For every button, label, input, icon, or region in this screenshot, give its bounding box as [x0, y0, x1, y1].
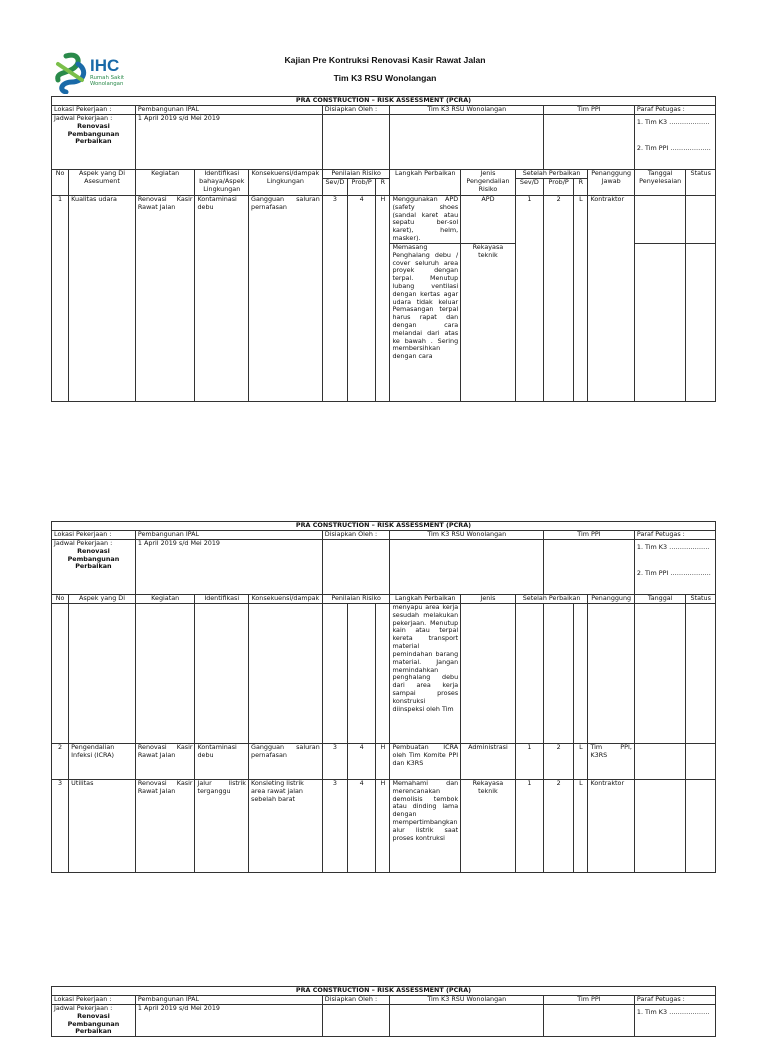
- paraf-cell: [634, 540, 715, 595]
- table-title: PRA CONSTRUCTION – RISK ASSESSMENT (PCRA): [52, 522, 716, 531]
- paraf-label: Paraf Petugas :: [634, 106, 715, 115]
- tim-ppi-label: Tim PPI: [544, 106, 635, 115]
- row-status: [686, 744, 716, 780]
- jadwal-value: 1 April 2019 s/d Mei 2019: [135, 115, 322, 170]
- jadwal-cell: [52, 115, 136, 170]
- row-aspek: [69, 604, 136, 744]
- disiapkan-label: Disiapkan Oleh :: [322, 996, 390, 1005]
- jadwal-sub: Renovasi Pembangunan Perbaikan: [67, 546, 120, 571]
- col-r: R: [376, 179, 390, 196]
- row-identifikasi: Jalur listrik terganggu: [195, 780, 249, 873]
- row-tanggal: [634, 780, 686, 873]
- row-sev2: 1: [515, 196, 543, 402]
- document-subtitle: Tim K3 RSU Wonolangan: [333, 73, 437, 83]
- row-jenis: Administrasi: [461, 744, 516, 780]
- row-tanggal: [634, 196, 686, 244]
- logo-cross-icon: [52, 50, 92, 94]
- jadwal-cell: [52, 540, 136, 595]
- row-r: H: [376, 744, 390, 780]
- col-r2: R: [574, 179, 588, 196]
- row-no: 1: [52, 196, 69, 402]
- table-title: PRA CONSTRUCTION – RISK ASSESSMENT (PCRA): [52, 97, 716, 106]
- row-kegiatan: Renovasi Kasir Rawat Jalan: [135, 744, 195, 780]
- pcra-table: [51, 96, 716, 402]
- row-prob2: 2: [544, 744, 574, 780]
- jadwal-value: 1 April 2019 s/d Mei 2019: [135, 540, 322, 595]
- disiapkan-blank: [322, 115, 390, 170]
- paraf-1: 1. Tim K3 ……………….: [636, 1008, 710, 1016]
- row-no: 3: [52, 780, 69, 873]
- row-identifikasi: [195, 604, 249, 744]
- row-prob2: 2: [544, 780, 574, 873]
- jadwal-sub: Renovasi Pembangunan Perbaikan: [67, 121, 120, 146]
- paraf-1: 1. Tim K3 ……………….: [636, 543, 710, 551]
- row-penanggung: Kontraktor: [588, 780, 634, 873]
- row-konsekuensi: Gangguan saluran pernafasan: [249, 744, 323, 780]
- row-no: 2: [52, 744, 69, 780]
- row-langkah: Pembuatan ICRA oleh Tim Komite PPI dan K3RS: [390, 744, 461, 780]
- table-row: [52, 780, 716, 873]
- row-sev: 3: [322, 744, 347, 780]
- row-langkah-cont: menyapu area kerja sesudah melakukan pekerjaan. Menutup kain atau terpal kereta transport material pemindahan barang material. Jangan memindahkan penghalang debu dari area kerja sampai proses konstruksi diinspeksi oleh Tim: [390, 604, 461, 744]
- table-row: [52, 196, 716, 244]
- lokasi-label: Lokasi Pekerjaan :: [52, 531, 136, 540]
- row-sev2: 1: [515, 780, 543, 873]
- row-sev: 3: [322, 196, 347, 402]
- col-sev: Sev/D: [322, 179, 347, 196]
- row-status: [686, 780, 716, 873]
- row-prob2: [544, 604, 574, 744]
- row-status: [686, 196, 716, 244]
- paraf-cell: [634, 1005, 715, 1037]
- jadwal-value: 1 April 2019 s/d Mei 2019: [135, 1005, 322, 1037]
- row-prob2: 2: [544, 196, 574, 402]
- col-jenis: Jenis Pengendalian Risiko: [461, 170, 516, 196]
- col-langkah: Langkah Perbaikan: [390, 170, 461, 196]
- logo-text: IHC: [90, 56, 120, 75]
- col-penanggung: Penanggung: [588, 595, 634, 604]
- disiapkan-label: Disiapkan Oleh :: [322, 106, 390, 115]
- row-konsekuensi: Gangguan saluran pernafasan: [249, 196, 323, 402]
- disiapkan-value: Tim K3 RSU Wonolangan: [390, 996, 544, 1005]
- lokasi-label: Lokasi Pekerjaan :: [52, 106, 136, 115]
- row-langkah-a: Menggunakan APD (safety shoes (sandal karet atau sepatu ber-sol karet), helm, masker).: [390, 196, 461, 244]
- col-identifikasi: Identifikasi: [195, 595, 249, 604]
- disiapkan-value: Tim K3 RSU Wonolangan: [390, 531, 544, 540]
- col-status: Status: [686, 595, 716, 604]
- lokasi-label: Lokasi Pekerjaan :: [52, 996, 136, 1005]
- col-penanggung: Penanggung Jawab: [588, 170, 634, 196]
- row-jenis: Rekayasa teknik: [461, 780, 516, 873]
- jadwal-sub: Renovasi Pembangunan Perbaikan: [67, 1011, 120, 1036]
- row-penanggung: Tim PPI, K3RS: [588, 744, 634, 780]
- row-tanggal: [634, 744, 686, 780]
- logo-sub-2: Wonolangan: [90, 80, 124, 87]
- table-title: PRA CONSTRUCTION – RISK ASSESSMENT (PCRA): [52, 987, 716, 996]
- row-sev2: [515, 604, 543, 744]
- row-aspek: Utilitas: [69, 780, 136, 873]
- col-aspek: Aspek yang Di Asesument: [69, 170, 136, 196]
- col-penilaian: Penilaian Risiko: [322, 595, 390, 604]
- col-konsekuensi: Konsekuensi/dampak Lingkungan: [249, 170, 323, 196]
- col-penilaian: Penilaian Risiko: [322, 170, 390, 179]
- disiapkan-sign: [390, 540, 544, 595]
- col-setelah: Setelah Perbaikan: [515, 170, 588, 179]
- logo-sub-1: Rumah Sakit: [90, 75, 125, 81]
- row-kegiatan: Renovasi Kasir Rawat Jalan: [135, 780, 195, 873]
- row-aspek: Pengendalian Infeksi (ICRA): [69, 744, 136, 780]
- col-tanggal: Tanggal: [634, 595, 686, 604]
- row-konsekuensi: [249, 604, 323, 744]
- col-langkah: Langkah Perbaikan: [390, 595, 461, 604]
- row-aspek: Kualitas udara: [69, 196, 136, 402]
- row-jenis: [461, 604, 516, 744]
- row-kegiatan: [135, 604, 195, 744]
- table-row: [52, 744, 716, 780]
- row-langkah-b: Memasang Penghalang debu / cover seluruh area proyek dengan terpal. Menutup lubang ventilasi dengan kertas agar udara tidak keluar Pemasangan terpal harus rapat dan dengan cara melandai dari atas ke bawah . Sering membersihkan dengan cara: [390, 243, 461, 401]
- tim-ppi-label: Tim PPI: [544, 996, 635, 1005]
- col-prob2: Prob/P: [544, 179, 574, 196]
- disiapkan-sign: [390, 115, 544, 170]
- row-r: H: [376, 780, 390, 873]
- row-jenis-a: APD: [461, 196, 516, 244]
- col-no: No: [52, 170, 69, 196]
- row-langkah: Memahami dan merencanakan demolisis tembok atau dinding lama dengan mempertimbangkan alur listrik saat proses kontruksi: [390, 780, 461, 873]
- col-jenis: Jenis: [461, 595, 516, 604]
- row-kegiatan: Renovasi Kasir Rawat Jalan: [135, 196, 195, 402]
- row-r2: L: [574, 744, 588, 780]
- col-status: Status: [686, 170, 716, 196]
- col-no: No: [52, 595, 69, 604]
- disiapkan-sign: [390, 1005, 544, 1037]
- disiapkan-label: Disiapkan Oleh :: [322, 531, 390, 540]
- col-sev2: Sev/D: [515, 179, 543, 196]
- row-prob: 4: [348, 196, 376, 402]
- table-row: [52, 604, 716, 744]
- pcra-sheet-3: [51, 986, 716, 1037]
- disiapkan-value: Tim K3 RSU Wonolangan: [390, 106, 544, 115]
- ppi-sign: [544, 540, 635, 595]
- jadwal-label: Jadwal Pekerjaan :: [54, 1004, 113, 1012]
- col-prob: Prob/P: [348, 179, 376, 196]
- pcra-sheet-2: [51, 521, 716, 873]
- col-kegiatan: Kegiatan: [135, 170, 195, 196]
- row-identifikasi: Kontaminasi debu: [195, 744, 249, 780]
- document-title: Kajian Pre Kontruksi Renovasi Kasir Rawat Jalan: [284, 55, 486, 65]
- paraf-2: 2. Tim PPI ……………….: [636, 143, 711, 152]
- row-konsekuensi: Konsleting listrik area rawat jalan sebelah barat: [249, 780, 323, 873]
- paraf-2: 2. Tim PPI ……………….: [636, 568, 711, 577]
- disiapkan-blank: [322, 540, 390, 595]
- jadwal-cell: [52, 1005, 136, 1037]
- paraf-label: Paraf Petugas :: [634, 996, 715, 1005]
- paraf-cell: [634, 115, 715, 170]
- disiapkan-blank: [322, 1005, 390, 1037]
- row-r2: L: [574, 780, 588, 873]
- row-prob: [348, 604, 376, 744]
- row-no: [52, 604, 69, 744]
- pcra-sheet-1: [51, 96, 716, 402]
- ppi-sign: [544, 115, 635, 170]
- lokasi-value: Pembangunan IPAL: [135, 996, 322, 1005]
- lokasi-value: Pembangunan IPAL: [135, 106, 322, 115]
- row-identifikasi: Kontaminasi debu: [195, 196, 249, 402]
- jadwal-label: Jadwal Pekerjaan :: [54, 114, 113, 122]
- logo-subtitle: [90, 76, 124, 88]
- row-sev2: 1: [515, 744, 543, 780]
- col-konsekuensi: Konsekuensi/dampak: [249, 595, 323, 604]
- col-aspek: Aspek yang Di: [69, 595, 136, 604]
- row-tanggal-b: [634, 243, 686, 401]
- row-r2: [574, 604, 588, 744]
- paraf-1: 1. Tim K3 ……………….: [636, 118, 710, 126]
- row-tanggal: [634, 604, 686, 744]
- pcra-table: [51, 521, 716, 873]
- row-status: [686, 604, 716, 744]
- row-status-b: [686, 243, 716, 401]
- row-jenis-b: Rekayasa teknik: [461, 243, 516, 401]
- col-kegiatan: Kegiatan: [135, 595, 195, 604]
- row-r: H: [376, 196, 390, 402]
- ppi-sign: [544, 1005, 635, 1037]
- col-setelah: Setelah Perbaikan: [515, 595, 588, 604]
- row-sev: 3: [322, 780, 347, 873]
- row-penanggung: Kontraktor: [588, 196, 634, 402]
- col-tanggal: Tanggal Penyelesaian: [634, 170, 686, 196]
- row-penanggung: [588, 604, 634, 744]
- row-r: [376, 604, 390, 744]
- col-identifikasi: Identifikasi bahaya/Aspek Lingkungan: [195, 170, 249, 196]
- row-prob: 4: [348, 780, 376, 873]
- row-prob: 4: [348, 744, 376, 780]
- lokasi-value: Pembangunan IPAL: [135, 531, 322, 540]
- row-r2: L: [574, 196, 588, 402]
- row-sev: [322, 604, 347, 744]
- tim-ppi-label: Tim PPI: [544, 531, 635, 540]
- paraf-label: Paraf Petugas :: [634, 531, 715, 540]
- jadwal-label: Jadwal Pekerjaan :: [54, 539, 113, 547]
- pcra-table: [51, 986, 716, 1037]
